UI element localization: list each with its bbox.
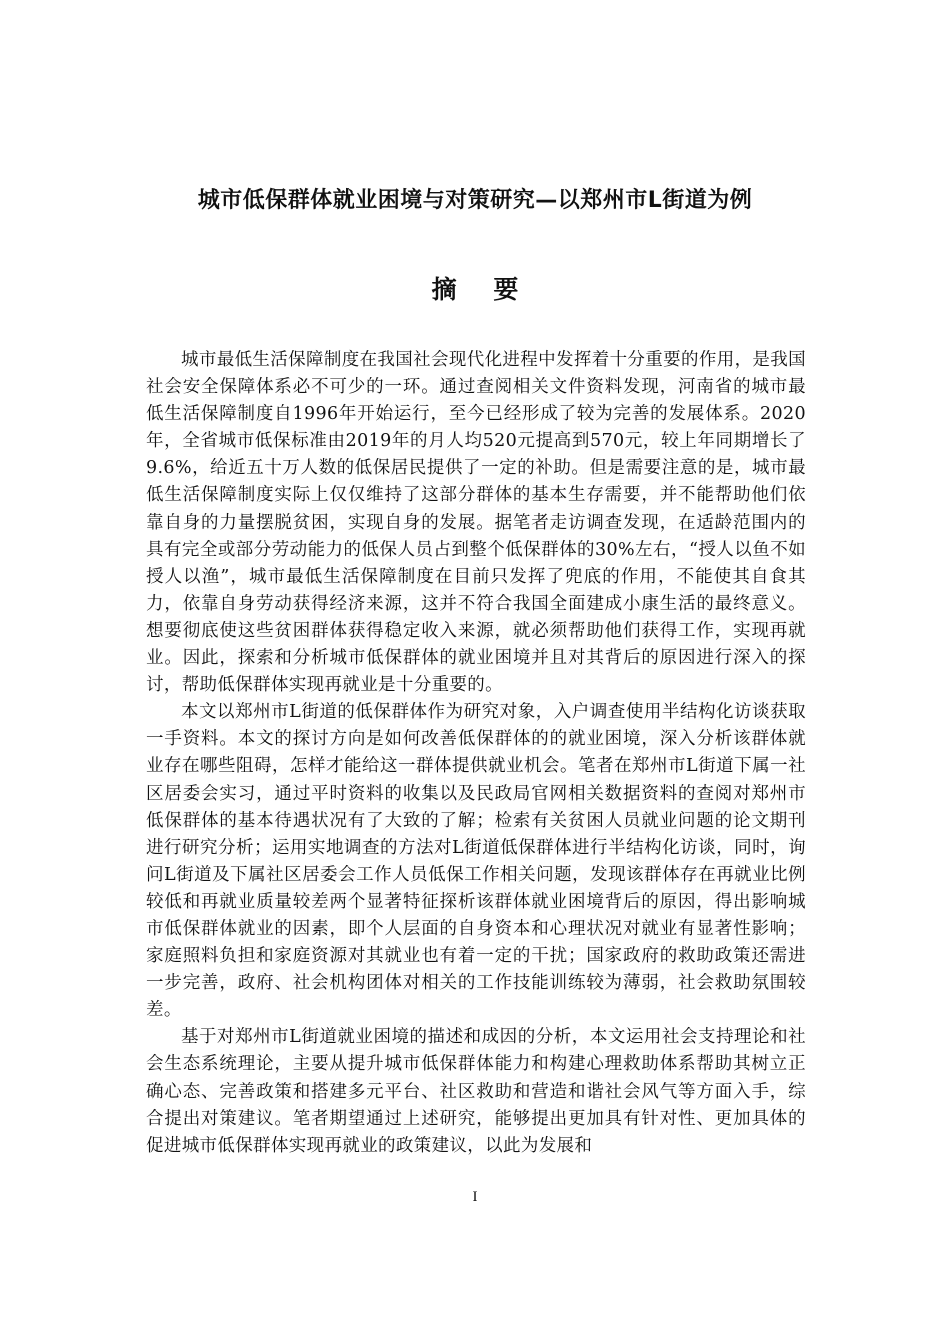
document-title: 城市低保群体就业困境与对策研究—以郑州市L街道为例: [197, 188, 753, 213]
page-number: I: [472, 1189, 478, 1205]
abstract-paragraph-1: 城市最低生活保障制度在我国社会现代化进程中发挥着十分重要的作用，是我国社会安全保障体系必不可少的一环。通过查阅相关文件资料发现，河南省的城市最低生活保障制度自1996年开始运行，至今已经形成了较为完善的发展体系。2020年，全省城市低保标准由2019年的月人均520元提高到570元，较上年同期增长了9.6%，给近五十万人数的低保居民提供了一定的补助。但是需要注意的是，城市最低生活保障制度实际上仅仅维持了这部分群体的基本生存需要，并不能帮助他们依靠自身的力量摆脱贫困，实现自身的发展。据笔者走访调查发现，在适龄范围内的具有完全或部分劳动能力的低保人员占到整个低保群体的30%左右，“授人以鱼不如授人以渔”，城市最低生活保障制度在目前只发挥了兜底的作用，不能使其自食其力，依靠自身劳动获得经济来源，这并不符合我国全面建成小康生活的最终意义。想要彻底使这些贫困群体获得稳定收入来源，就必须帮助他们获得工作，实现再就业。因此，探索和分析城市低保群体的就业困境并且对其背后的原因进行深入的探讨，帮助低保群体实现再就业是十分重要的。: [146, 350, 806, 696]
abstract-paragraph-3: 基于对郑州市L街道就业困境的描述和成因的分析，本文运用社会支持理论和社会生态系统理论，主要从提升城市低保群体能力和构建心理救助体系帮助其树立正确心态、完善政策和搭建多元平台、社区救助和营造和谐社会风气等方面入手，综合提出对策建议。笔者期望通过上述研究，能够提出更加具有针对性、更加具体的促进城市低保群体实现再就业的政策建议，以此为发展和: [146, 1027, 806, 1156]
abstract-body: [146, 347, 806, 1160]
abstract-heading: 摘 要: [431, 275, 533, 304]
abstract-paragraph-2: 本文以郑州市L街道的低保群体作为研究对象，入户调查使用半结构化访谈获取一手资料。本文的探讨方向是如何改善低保群体的的就业困境，深入分析该群体就业存在哪些阻碍，怎样才能给这一群体提供就业机会。笔者在郑州市L街道下属一社区居委会实习，通过平时资料的收集以及民政局官网相关数据资料的查阅对郑州市低保群体的基本待遇状况有了大致的了解；检索有关贫困人员就业问题的论文期刊进行研究分析；运用实地调查的方法对L街道低保群体进行半结构化访谈，同时，询问L街道及下属社区居委会工作人员低保工作相关问题，发现该群体存在再就业比例较低和再就业质量较差两个显著特征探析该群体就业困境背后的原因，得出影响城市低保群体就业的因素，即个人层面的自身资本和心理状况对就业有显著性影响；家庭照料负担和家庭资源对其就业也有着一定的干扰；国家政府的救助政策还需进一步完善，政府、社会机构团体对相关的工作技能训练较为薄弱，社会救助氛围较差。: [146, 702, 806, 1021]
